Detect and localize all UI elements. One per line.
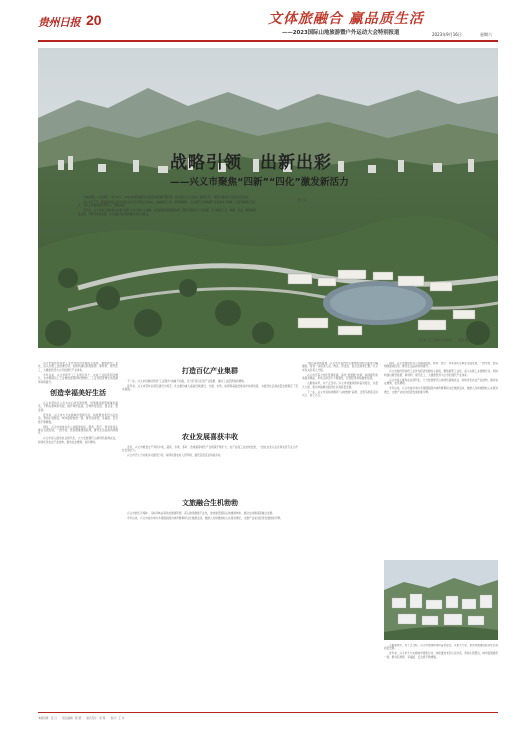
banner-subtitle: ——2023国际山地旅游暨户外运动大会特别报道 xyxy=(282,30,400,36)
caption-text: 兴义市三江口湿地公园全景 xyxy=(418,338,452,342)
section-heading: 创造幸福美好生活 xyxy=(50,389,106,398)
body-paragraph: 兴义市还着力优化营商环境，深化“放管服”改革，持续提升政务服务效能，市场主体活力不断激发，民营经济持续健康发展。 xyxy=(302,373,378,381)
inset-photo xyxy=(384,560,498,640)
body-paragraph: 同时，兴义市加快补齐公共服务短板，教育、医疗、养老等民生事业全面发展，一批学校、医院相继建成投用，群众生活品质持续提升。 xyxy=(384,362,498,369)
body-paragraph: 近年来，兴义市大力实施城市更新行动，持续推进老旧小区改造、背街小巷整治，城市面貌焕然一新，群众获得感、幸福感、安全感不断增强。 xyxy=(38,413,118,424)
body-paragraph: 近年来，兴义市坚持以项目建设为抓手，扎实推进重大基础设施建设，交通、水利、能源等基础设施条件持续改善，为经济社会高质量发展奠定了坚实基础。 xyxy=(122,385,298,392)
masthead-rule xyxy=(38,40,498,42)
intro-paragraph: 9月13日下午，黔西南州兴义市与多家企业签订项目合作协议，涵盖新型工业、新型城镇化、农业现代化和旅游产业化等多个领域，总投资额超过百亿元，为兴义市高质量发展注入了强劲动能。 xyxy=(78,201,256,208)
body-paragraph: 人勤春来早，实干正当时。兴义市将继续保持奋进姿态，以更大力度、更实举措推动经济社会高质量发展。 xyxy=(384,644,498,651)
byline: 张 汉 xyxy=(298,198,307,202)
town-image xyxy=(384,560,498,640)
body-paragraph: 人勤春来早，实干正当时。兴义市将继续保持奋进姿态，以更大力度、更实举措推动经济社会高质量发展。 xyxy=(302,382,378,389)
headline-sub: ——兴义市聚焦“四新”“四化”激发新活力 xyxy=(170,177,349,188)
photo-caption xyxy=(418,338,468,342)
intro-text xyxy=(78,196,256,218)
footer-rule xyxy=(38,712,498,713)
section-heading: 农业发展喜获丰收 xyxy=(182,432,238,441)
hero-photo xyxy=(38,48,498,348)
body-paragraph: 下一步，兴义市将继续坚持“工业强市”战略不动摇，全力打造百亿级产业集群，推动工业经济提质增效。 xyxy=(127,380,247,383)
body-paragraph: 今年，兴义市粮食生产再获丰收，蔬菜、水果、茶叶、食用菌等特色产业规模不断扩大，农产品加工业加快发展，一批农业龙头企业和农民专业合作社发展壮大。 xyxy=(122,445,298,453)
footer-line: 本版统筹：张 汉 责任编辑：陈 德 版式设计：李 明 校对：王 华 xyxy=(38,717,125,720)
body-paragraph: 兴义市依托万峰林、马岭河峡谷等优质旅游资源，深入推进旅游产业化，加快建设国际山地旅游城市，推动文体旅深度融合发展。 xyxy=(127,511,275,515)
body-paragraph: 兴义市始终坚持把工业作为经济发展的主战场，聚焦新型工业化，深入实施工业倍增行动，加快构建以新型能源、新材料、现代化工、大健康医药为主导的现代产业体系。 xyxy=(384,370,498,377)
body-paragraph: 下一步，兴义市将持续擦亮“山地旅游”品牌，让更多游客走进兴义、爱上兴义。 xyxy=(302,390,378,398)
body-paragraph: 近年来，兴义市大力实施城市更新行动，持续推进老旧小区改造、背街小巷整治，城市面貌焕然一新，群众获得感、幸福感、安全感不断增强。 xyxy=(384,652,498,659)
intro-paragraph: 近年来，兴义市深入贯彻落实省委“四新”主攻“四化”主战略，以高质量发展统揽全局，围绕“强省会”行动部署，全力推动工业、城镇、农业、旅游高质量发展，不断开创百姓富、生态美的多彩贵州新未来兴义篇章。 xyxy=(78,209,256,216)
column-4-lower xyxy=(384,644,498,704)
body-paragraph: 今年以来，兴义市新开工工业项目多个，完成工业投资同比增长，全市规模以上工业增加值保持较快增长，工业对经济增长的贡献率持续提升。 xyxy=(38,373,118,384)
body-paragraph: 今年以来，兴义市成功举办多项国际国内体育赛事和文化旅游活动，旅游人次和旅游收入实现双增长，文旅产业成为经济发展的新引擎。 xyxy=(384,387,498,394)
body-paragraph: “通过高铁的贯通，兴义市与省内外主要城市的时空距离大幅缩短，将进一步促进人流、物流、资金流、信息流加速汇聚。”兴义市有关负责人介绍。 xyxy=(302,362,378,372)
page-number: 20 xyxy=(86,12,102,28)
column-3 xyxy=(302,362,378,702)
intro-paragraph: “加油奔跑，兴义高铁！”9月18日，2023兴峰铁路等在这里全线贯通开通运营，标志着兴义正式进入“高铁时代”，将极大推动兴义经济社会发展。 xyxy=(83,196,251,199)
body-paragraph: 兴义市深入推进农业现代化，大力发展现代山地特色高效农业，持续优化农业产业结构，推动农业增效、农民增收。 xyxy=(384,378,498,386)
body-paragraph: 兴义市坚持以人民为中心的发展思想，统筹推进新型城镇化建设，不断完善城市功能，提升城市品质，让城市更宜居、更宜业、更宜游。 xyxy=(38,402,118,412)
body-paragraph: 同时，兴义市加快补齐公共服务短板，教育、医疗、养老等民生事业全面发展，一批学校、医院相继建成投用，群众生活品质持续提升。 xyxy=(38,425,118,436)
column-4 xyxy=(384,362,498,558)
caption-credit: 陈德 摄 xyxy=(458,338,468,342)
column-1 xyxy=(38,362,118,702)
issue-weekday: 星期六 xyxy=(480,32,492,37)
body-paragraph: 兴义市深入推进农业现代化，大力发展现代山地特色高效农业，持续优化农业产业结构，推动农业增效、农民增收。 xyxy=(38,437,118,444)
issue-date: 2023年9月16日 xyxy=(432,32,462,37)
section-heading: 打造百亿产业集群 xyxy=(182,367,238,375)
masthead xyxy=(0,0,530,48)
headline-main: 战略引领 出新出彩 xyxy=(170,153,332,173)
banner-title: 文体旅融合 赢品质生活 xyxy=(268,11,424,27)
body-paragraph: 兴义市始终坚持把工业作为经济发展的主战场，聚焦新型工业化，深入实施工业倍增行动，加快构建以新型能源、新材料、现代化工、大健康医药为主导的现代产业体系。 xyxy=(38,362,118,372)
section-heading: 文旅融合生机勃勃 xyxy=(182,498,238,507)
column-2 xyxy=(122,362,298,702)
paper-name: 贵州日报 xyxy=(38,16,80,29)
body-paragraph: 兴义市还大力实施乡村建设行动，持续改善农村人居环境，建设宜居宜业和美乡村。 xyxy=(127,454,223,458)
body-paragraph: 今年以来，兴义市成功举办多项国际国内体育赛事和文化旅游活动，旅游人次和旅游收入实现双增长，文旅产业成为经济发展的新引擎。 xyxy=(127,516,283,520)
